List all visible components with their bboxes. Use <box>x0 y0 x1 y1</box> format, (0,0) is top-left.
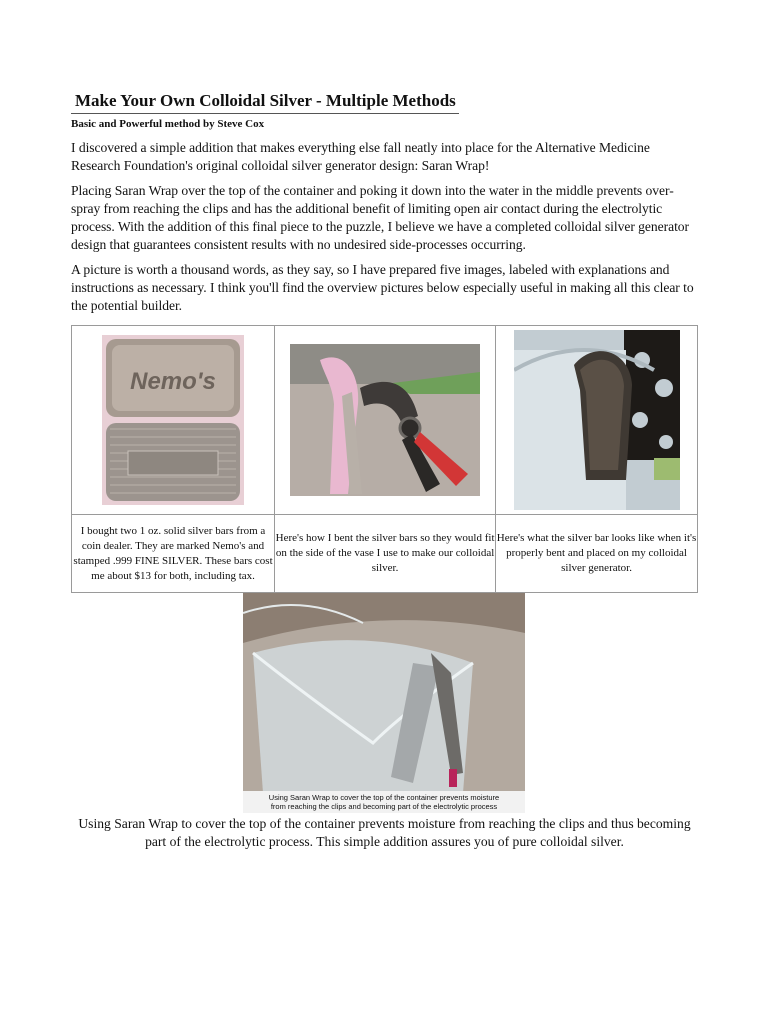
image-caption: Here's what the silver bar looks like when it's properly bent and placed on my colloidal silver generator. <box>496 515 698 593</box>
photo-overlay-caption: from reaching the clips and becoming part of the electrolytic process <box>270 802 498 811</box>
page-title: Make Your Own Colloidal Silver - Multiple Methods <box>71 90 459 114</box>
saran-wrap-container-photo <box>243 593 525 813</box>
bent-bar-on-vase-photo <box>514 330 680 510</box>
pliers-bending-photo <box>290 344 480 496</box>
page-subtitle: Basic and Powerful method by Steve Cox <box>71 118 265 130</box>
paragraph: I discovered a simple addition that makes everything else fall neatly into place for the Alternative Medicine Research Foundation's original colloidal silver generator design: Saran Wrap! <box>71 140 650 173</box>
bottom-image-caption: Using Saran Wrap to cover the top of the container prevents moisture from reaching the clips and thus becoming part of the electrolytic process. This simple addition assures you of pure colloidal silver. <box>78 816 691 849</box>
image-cell <box>496 326 698 515</box>
photo-overlay-caption: Using Saran Wrap to cover the top of the container prevents moisture <box>268 793 500 802</box>
silver-bars-photo <box>102 335 244 505</box>
image-table <box>71 325 698 593</box>
image-caption: Here's how I bent the silver bars so they would fit on the side of the vase I use to make our colloidal silver. <box>275 515 496 593</box>
paragraph: A picture is worth a thousand words, as they say, so I have prepared five images, labeled with explanations and instructions as necessary. I think you'll find the overview pictures below especially useful in making all this clear to the potential builder. <box>71 262 694 313</box>
image-cell <box>275 326 496 515</box>
image-cell <box>72 326 275 515</box>
paragraph: Placing Saran Wrap over the top of the container and poking it down into the water in the middle prevents over-spray from reaching the clips and has the additional benefit of limiting open air contact during the electrolytic process. With the addition of this final piece to the puzzle, I believe we have a completed colloidal silver generator design that guarantees consistent results with no undesired side-processes occurring. <box>71 183 690 252</box>
document-page <box>71 90 698 851</box>
bar-engraving: Nemo's <box>130 368 216 395</box>
image-caption: I bought two 1 oz. solid silver bars from a coin dealer. They are marked Nemo's and stamped .999 FINE SILVER. These bars cost me about $13 for both, including tax. <box>72 515 275 593</box>
